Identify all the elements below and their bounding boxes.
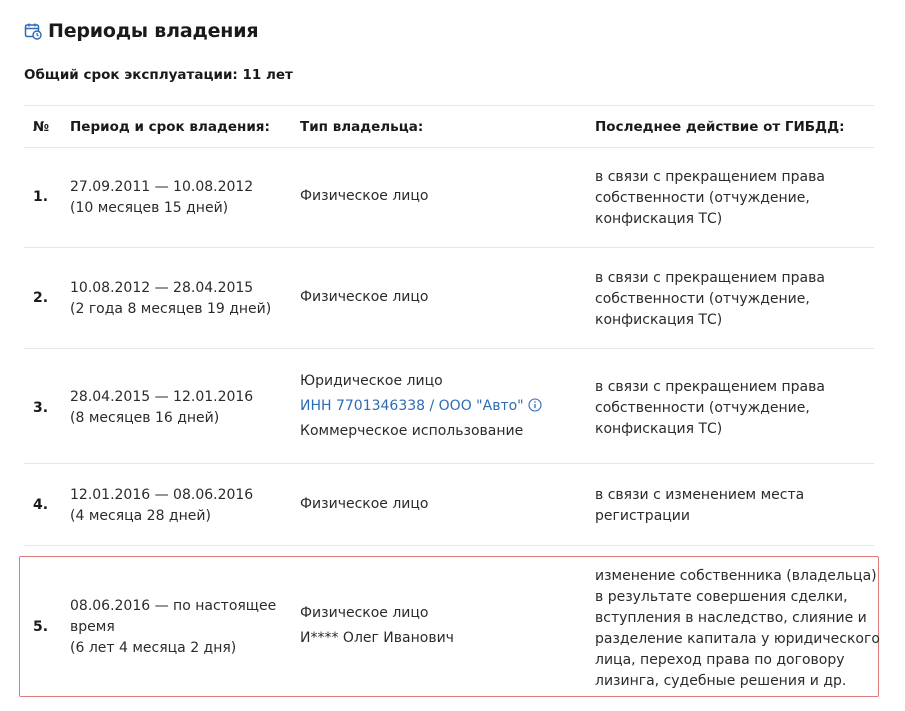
action-line: лица, переход права по договору xyxy=(595,652,845,668)
calendar-clock-icon xyxy=(24,22,42,40)
last-action xyxy=(595,566,880,692)
column-header-owner-type: Тип владельца: xyxy=(300,119,424,135)
period-dates-cont: время xyxy=(70,619,115,635)
action-line: в результате совершения сделки, xyxy=(595,589,848,605)
action-line: вступления в наследство, слияние и xyxy=(595,610,867,626)
action-line: изменение собственника (владельца) xyxy=(595,568,877,584)
action-line: лизинга, судебные решения и др. xyxy=(595,673,847,689)
ownership-period xyxy=(70,485,253,527)
action-line: собственности (отчуждение, xyxy=(595,190,810,206)
row-number: 4. xyxy=(33,497,49,513)
ownership-period xyxy=(70,177,253,219)
period-duration: (8 месяцев 16 дней) xyxy=(70,410,220,426)
owner-name: И**** Олег Иванович xyxy=(300,630,454,646)
period-duration: (4 месяца 28 дней) xyxy=(70,508,211,524)
section-header xyxy=(24,20,258,42)
owner-type-label: Физическое лицо xyxy=(300,605,429,621)
last-action xyxy=(595,268,825,331)
row-divider xyxy=(24,463,874,464)
period-dates: 12.01.2016 — 08.06.2016 xyxy=(70,487,254,503)
action-line: регистрации xyxy=(595,508,690,524)
period-duration: (6 лет 4 месяца 2 дня) xyxy=(70,640,237,656)
ownership-period xyxy=(70,596,276,659)
ownership-period xyxy=(70,387,253,429)
table-top-divider xyxy=(24,105,874,106)
action-line: конфискация ТС) xyxy=(595,312,723,328)
info-icon[interactable] xyxy=(528,398,542,412)
row-divider xyxy=(24,247,874,248)
last-action xyxy=(595,377,825,440)
owner-inn-link[interactable]: ИНН 7701346338 / ООО "Авто" xyxy=(300,398,524,414)
column-header-period: Период и срок владения: xyxy=(70,119,270,135)
period-dates: 28.04.2015 — 12.01.2016 xyxy=(70,389,254,405)
owner-type: Физическое лицо xyxy=(300,289,429,305)
column-header-last-action: Последнее действие от ГИБДД: xyxy=(595,119,845,135)
row-number: 3. xyxy=(33,400,49,416)
action-line: в связи с изменением места xyxy=(595,487,805,503)
owner-type xyxy=(300,601,454,651)
period-dates: 08.06.2016 — по настоящее xyxy=(70,598,277,614)
owner-org-row xyxy=(300,394,542,419)
period-dates: 10.08.2012 — 28.04.2015 xyxy=(70,280,254,296)
owner-type: Физическое лицо xyxy=(300,496,429,512)
row-divider xyxy=(24,545,874,546)
page-title: Периоды владения xyxy=(48,20,259,42)
last-action xyxy=(595,167,825,230)
period-duration: (2 года 8 месяцев 19 дней) xyxy=(70,301,272,317)
total-period-summary: Общий срок эксплуатации: 11 лет xyxy=(24,67,293,83)
action-line: конфискация ТС) xyxy=(595,421,723,437)
action-line: в связи с прекращением права xyxy=(595,270,825,286)
row-divider xyxy=(24,147,874,148)
last-action xyxy=(595,485,804,527)
action-line: в связи с прекращением права xyxy=(595,169,825,185)
action-line: в связи с прекращением права xyxy=(595,379,825,395)
action-line: разделение капитала у юридического xyxy=(595,631,880,647)
owner-usage: Коммерческое использование xyxy=(300,423,524,439)
owner-type-label: Юридическое лицо xyxy=(300,373,443,389)
period-duration: (10 месяцев 15 дней) xyxy=(70,200,229,216)
column-header-number: № xyxy=(33,119,50,135)
action-line: собственности (отчуждение, xyxy=(595,291,810,307)
row-divider xyxy=(24,348,874,349)
action-line: собственности (отчуждение, xyxy=(595,400,810,416)
action-line: конфискация ТС) xyxy=(595,211,723,227)
owner-type xyxy=(300,369,542,444)
row-number: 1. xyxy=(33,189,49,205)
period-dates: 27.09.2011 — 10.08.2012 xyxy=(70,179,254,195)
row-number: 5. xyxy=(33,619,49,635)
owner-type: Физическое лицо xyxy=(300,188,429,204)
row-number: 2. xyxy=(33,290,49,306)
ownership-period xyxy=(70,278,271,320)
